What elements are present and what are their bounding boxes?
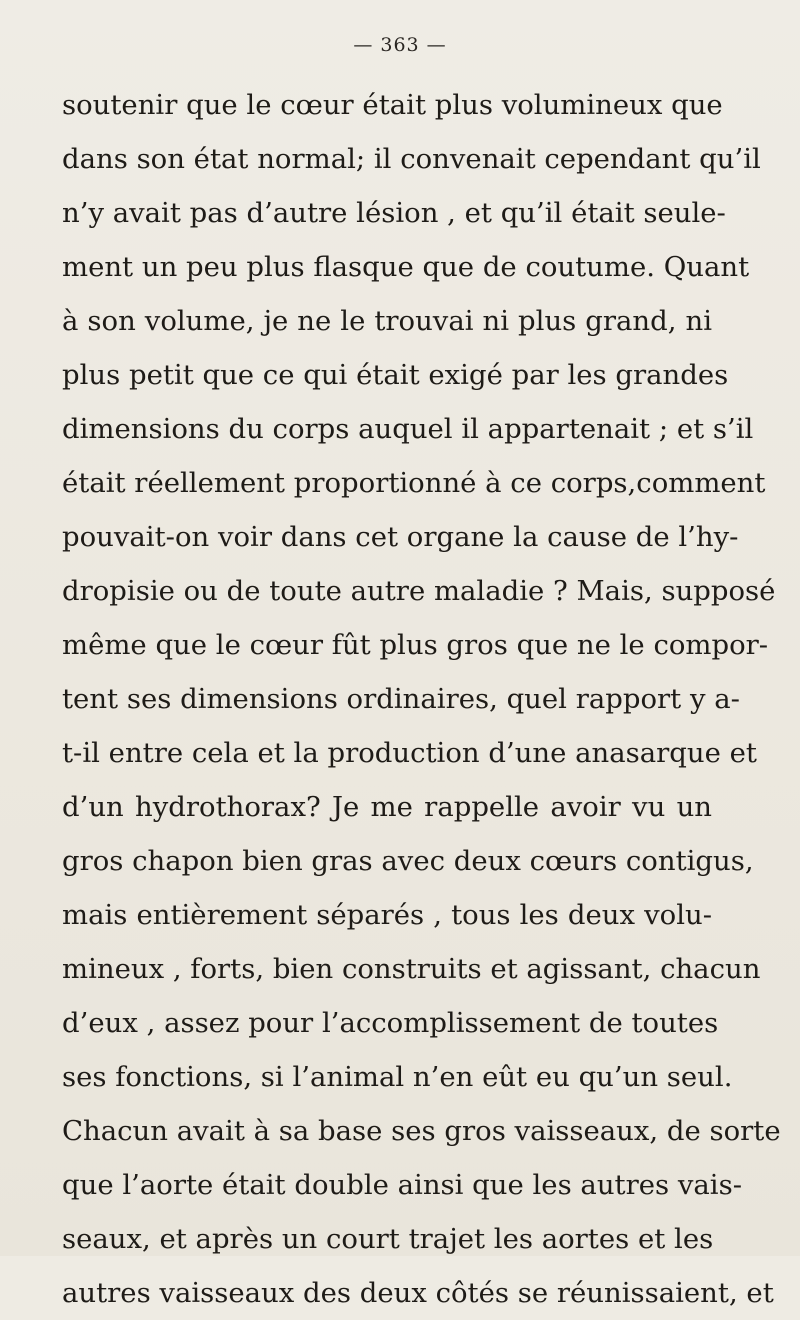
text-line: Chacun avait à sa base ses gros vaisseaux, de sorte [62,1115,781,1147]
text-line: dropisie ou de toute autre maladie ? Mais, supposé [62,575,776,607]
text-line: t-il entre cela et la production d’une anasarque et [62,737,757,769]
text-line: seaux, et après un court trajet les aortes et les [62,1223,714,1255]
text-line: autres vaisseaux des deux côtés se réunissaient, et [62,1277,774,1309]
text-line: dimensions du corps auquel il appartenait ; et s’il [62,413,754,445]
text-line: d’eux , assez pour l’accomplissement de toutes [62,1007,719,1039]
text-line: pouvait-on voir dans cet organe la cause de l’hy- [62,521,739,553]
text-line: même que le cœur fût plus gros que ne le compor- [62,629,769,661]
text-line: tent ses dimensions ordinaires, quel rapport y a- [62,683,740,715]
page-number: — 363 — [353,34,447,56]
text-line: dans son état normal; il convenait cependant qu’il [62,143,761,175]
text-line: soutenir que le cœur était plus volumineux que [62,89,723,121]
text-line: mineux , forts, bien construits et agissant, chacun [62,953,761,985]
text-line: était réellement proportionné à ce corps,comment [62,467,766,499]
text-line: gros chapon bien gras avec deux cœurs contigus, [62,845,754,877]
text-line: d’un hydrothorax? Je me rappelle avoir vu un [62,791,712,823]
text-line: que l’aorte était double ainsi que les autres vais- [62,1169,742,1201]
text-line: ment un peu plus flasque que de coutume. Quant [62,251,750,283]
text-line: mais entièrement séparés , tous les deux volu- [62,899,712,931]
text-line: à son volume, je ne le trouvai ni plus grand, ni [62,305,712,337]
text-line: ses fonctions, si l’animal n’en eût eu qu’un seul. [62,1061,733,1093]
body-text [62,78,781,1320]
text-line: plus petit que ce qui était exigé par les grandes [62,359,729,391]
text-line: n’y avait pas d’autre lésion , et qu’il était seule- [62,197,726,229]
